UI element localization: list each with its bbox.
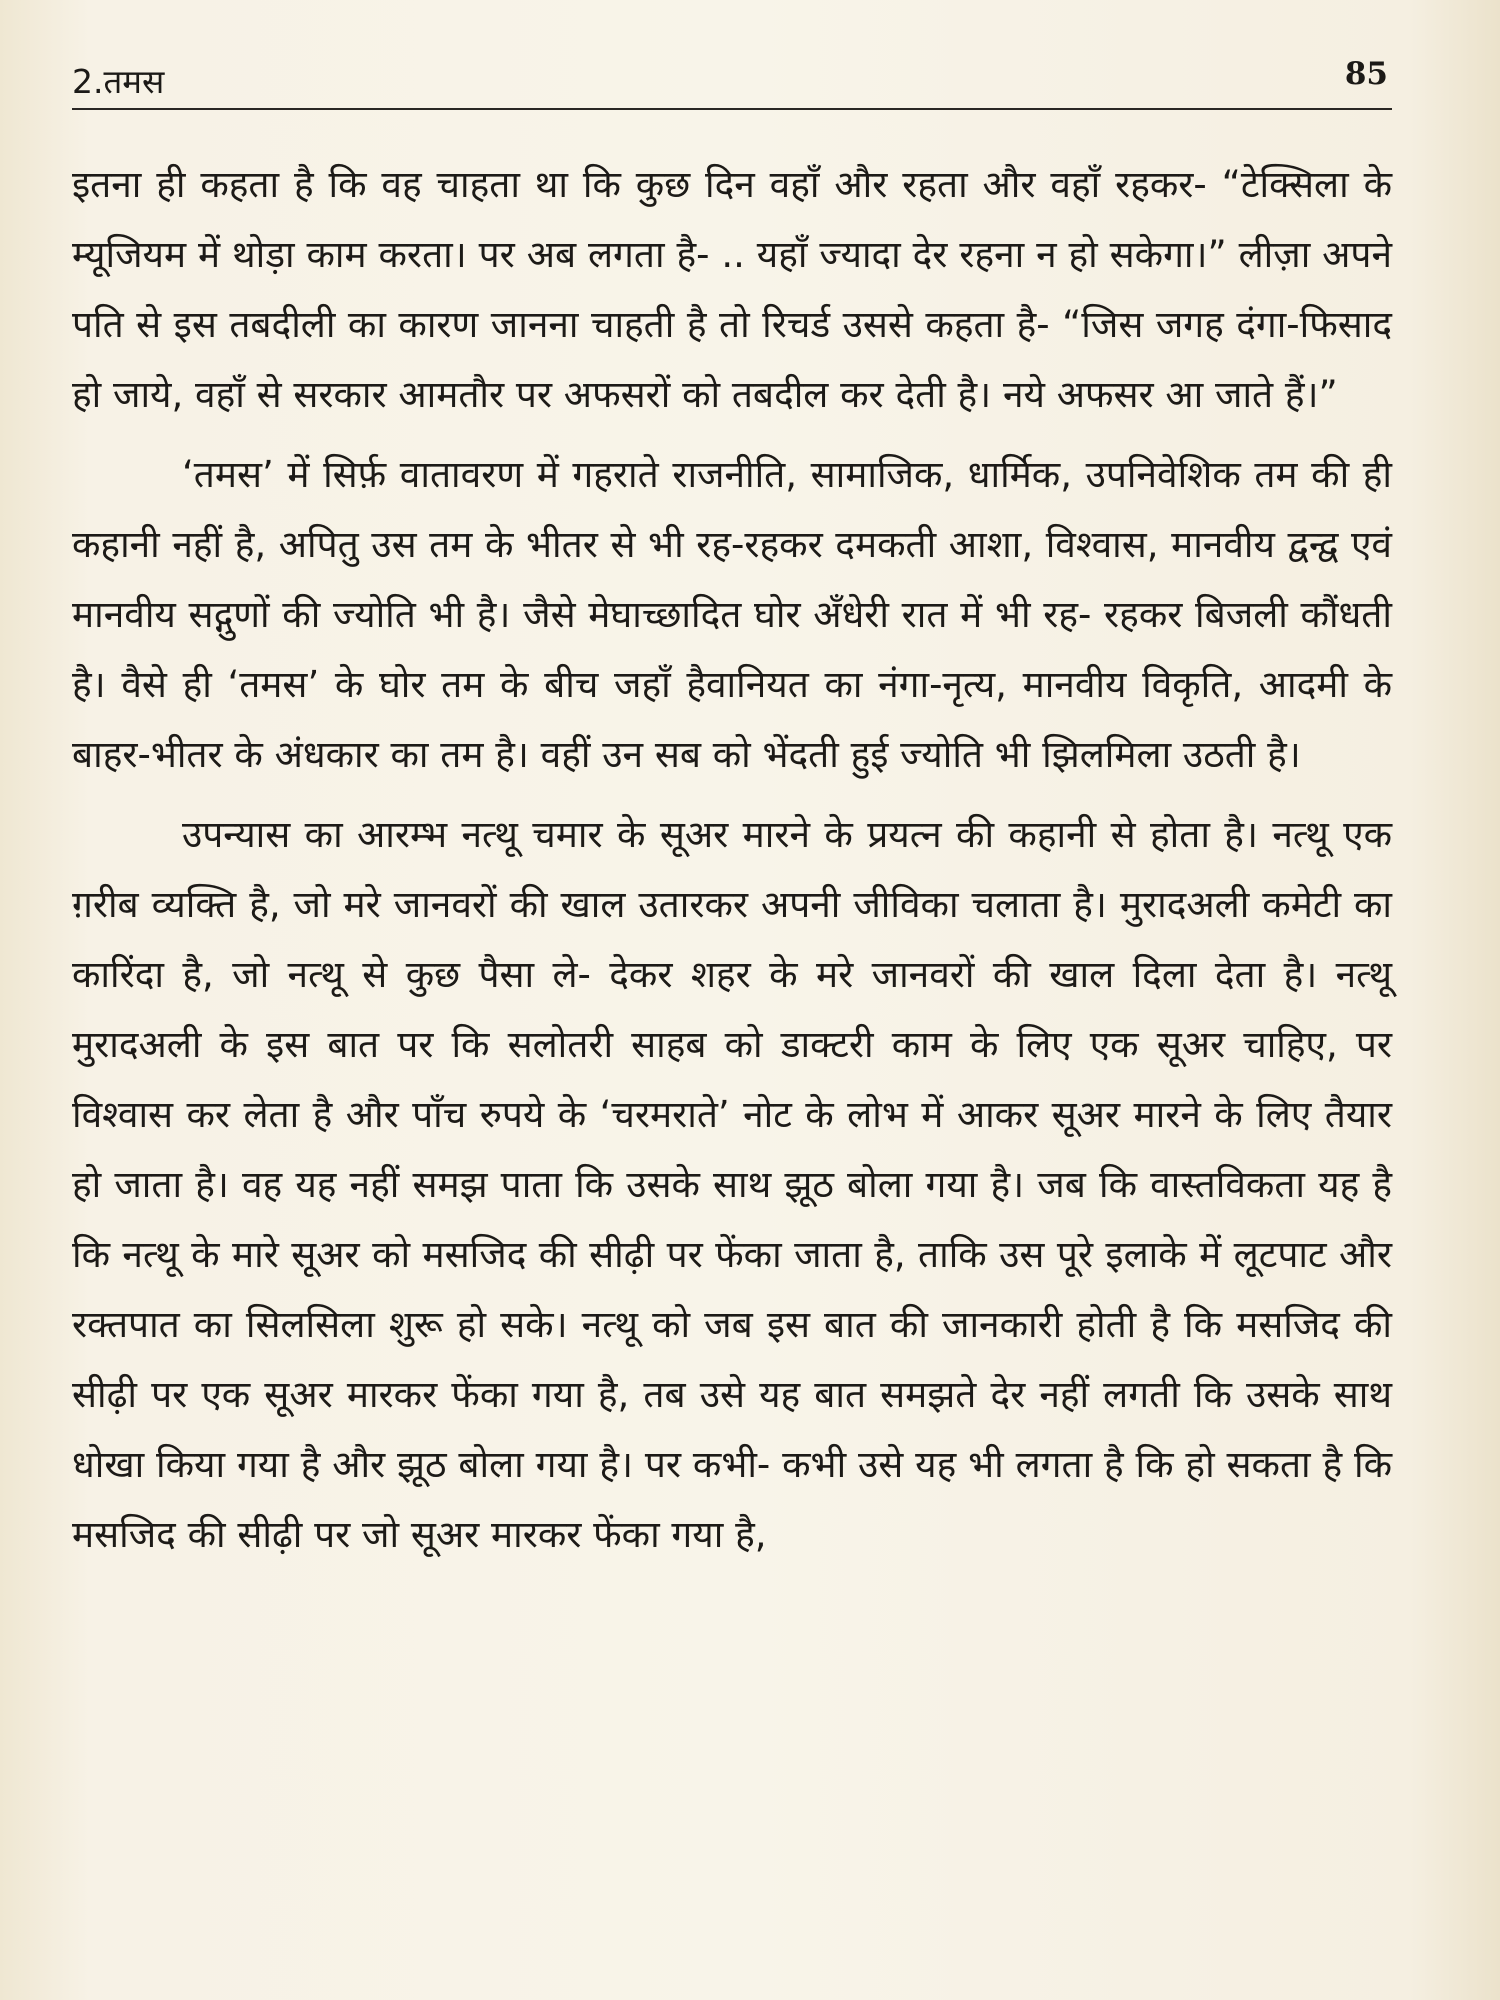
- paragraph-tamas-theme: ‘तमस’ में सिर्फ़ वातावरण में गहराते राजनीति, सामाजिक, धार्मिक, उपनिवेशिक तम की ही कहानी नहीं है, अपितु उस तम के भीतर से भी रह-रहकर दमकती आशा, विश्वास, मानवीय द्वन्द्व एवं मानवीय सद्गुणों की ज्योति भी है। जैसे मेघाच्छादित घोर अँधेरी रात में भी रह- रहकर बिजली कौंधती है। वैसे ही ‘तमस’ के घोर तम के बीच जहाँ हैवानियत का नंगा-नृत्य, मानवीय विकृति, आदमी के बाहर-भीतर के अंधकार का तम है। वहीं उन सब को भेंदती हुई ज्योति भी झिलमिला उठती है।: [72, 453, 1392, 776]
- page-number: 85: [1344, 56, 1388, 92]
- paragraph-continuation: इतना ही कहता है कि वह चाहता था कि कुछ दिन वहाँ और रहता और वहाँ रहकर- “टेक्सिला के म्यूजियम में थोड़ा काम करता। पर अब लगता है- .. यहाँ ज्यादा देर रहना न हो सकेगा।” लीज़ा अपने पति से इस तबदीली का कारण जानना चाहती है तो रिचर्ड उससे कहता है- “जिस जगह दंगा-फिसाद हो जाये, वहाँ से सरकार आमतौर पर अफसरों को तबदील कर देती है। नये अफसर आ जाते हैं।”: [72, 163, 1392, 416]
- running-header: [72, 50, 1392, 110]
- paragraph-novel-opening: उपन्यास का आरम्भ नत्थू चमार के सूअर मारने के प्रयत्न की कहानी से होता है। नत्थू एक ग़रीब व्यक्ति है, जो मरे जानवरों की खाल उतारकर अपनी जीविका चलाता है। मुरादअली कमेटी का कारिंदा है, जो नत्थू से कुछ पैसा ले- देकर शहर के मरे जानवरों की खाल दिला देता है। नत्थू मुरादअली के इस बात पर कि सलोतरी साहब को डाक्टरी काम के लिए एक सूअर चाहिए, पर विश्वास कर लेता है और पाँच रुपये के ‘चरमराते’ नोट के लोभ में आकर सूअर मारने के लिए तैयार हो जाता है। वह यह नहीं समझ पाता कि उसके साथ झूठ बोला गया है। जब कि वास्तविकता यह है कि नत्थू के मारे सूअर को मसजिद की सीढ़ी पर फेंका जाता है, ताकि उस पूरे इलाके में लूटपाट और रक्तपात का सिलसिला शुरू हो सके। नत्थू को जब इस बात की जानकारी होती है कि मसजिद की सीढ़ी पर एक सूअर मारकर फेंका गया है, तब उसे यह बात समझते देर नहीं लगती कि उसके साथ धोखा किया गया है और झूठ बोला गया है। पर कभी- कभी उसे यह भी लगता है कि हो सकता है कि मसजिद की सीढ़ी पर जो सूअर मारकर फेंका गया है,: [72, 813, 1392, 1556]
- chapter-title: 2.तमस: [72, 62, 165, 101]
- body-text: [72, 150, 1392, 1570]
